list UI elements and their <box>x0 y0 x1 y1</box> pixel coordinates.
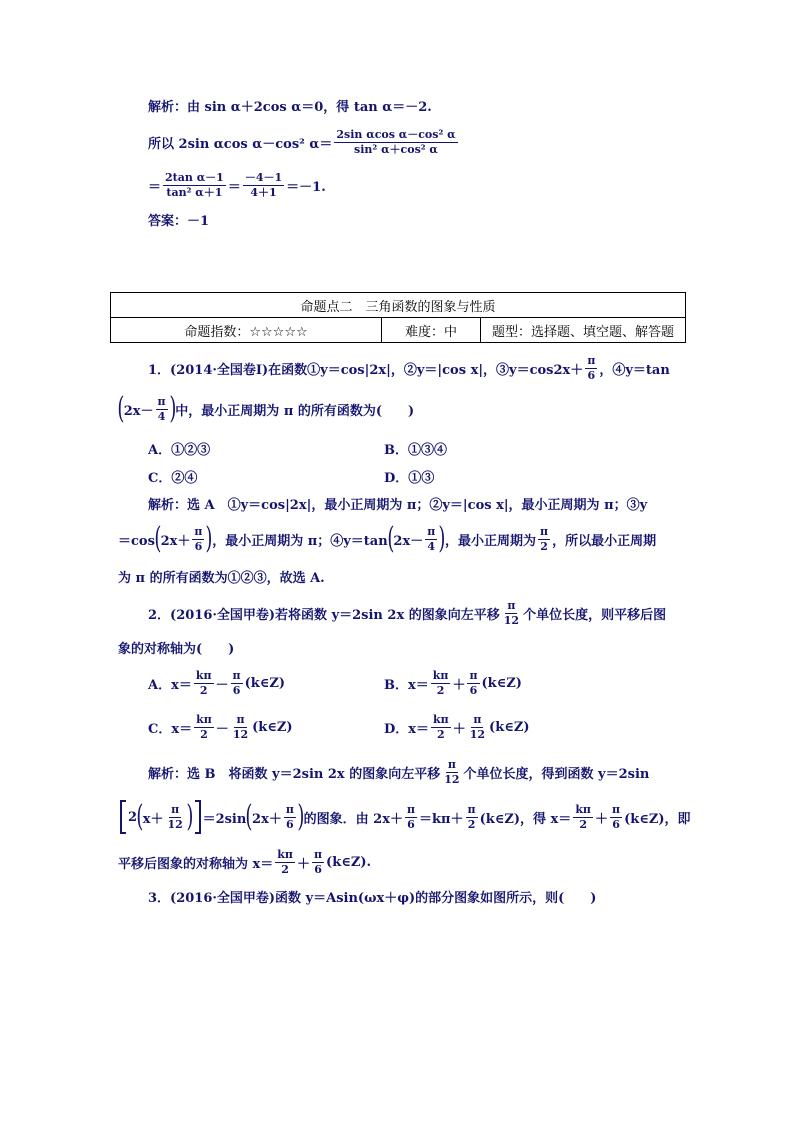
fraction-pi-over-12 <box>468 714 487 740</box>
fraction-denominator: 12 <box>167 817 183 831</box>
q1-stem-b: ，④y＝tan <box>599 362 670 378</box>
q1-solution-cos: ＝cos <box>118 533 155 549</box>
right-bracket <box>195 800 201 834</box>
fraction-denominator: 12 <box>444 772 460 786</box>
plus-sign: ＋ <box>595 811 609 827</box>
fraction-pi-over-2 <box>538 526 550 552</box>
equals-sign: ＝ <box>148 179 162 195</box>
fraction-denominator: 2 <box>200 727 208 741</box>
q1-solution-line-2: ＝cos ( 2x＋ $\frac{\pi}{6}$ ) ，最小正周期为 π；④y＝tan ( 2x－ $\frac{\pi}{4}$ ) ，最小正周期为 $\frac{\pi}{2}$ ，所以最小正周期 <box>118 521 657 556</box>
fraction-kpi-over-2 <box>431 670 451 696</box>
fraction-numerator: π <box>406 802 416 816</box>
fraction-expression <box>334 129 457 155</box>
fraction-pi-over-6 <box>284 804 296 830</box>
proposition-index: 命题指数：☆☆☆☆☆ <box>111 318 382 343</box>
k-in-z: (k∈Z) <box>244 675 286 691</box>
q2-solution-two: 2 <box>128 809 138 825</box>
fraction-denominator: 2 <box>467 817 476 831</box>
fraction-numerator: kπ <box>575 802 591 816</box>
fraction-denominator: 6 <box>232 683 241 697</box>
solution-line-2 <box>148 122 460 162</box>
q1-stem-line-2: ( 2x－ $\frac{\pi}{4}$ ) 中，最小正周期为 π 的所有函数为( ) <box>117 391 415 426</box>
fraction-denominator: 2 <box>437 727 445 741</box>
fraction-denominator: tan² α＋1 <box>166 185 223 199</box>
fraction-denominator: sin² α＋cos² α <box>354 142 438 156</box>
fraction-kpi-over-2 <box>275 849 295 875</box>
q1-solution-period-text: ，最小正周期为 π；④y＝tan <box>212 533 388 549</box>
fraction-denominator: 6 <box>314 862 322 876</box>
fraction-pi-over-12 <box>231 714 250 740</box>
fraction-pi-over-6 <box>312 849 324 875</box>
fraction-numerator: π <box>232 668 241 682</box>
fraction-numerator: π <box>236 712 245 726</box>
fraction-numerator: π <box>171 802 180 816</box>
solution-line-2-prefix: 所以 2sin αcos α－cos² α＝ <box>148 136 333 152</box>
q2-solution-image-text: 的图象．由 2x＋ <box>303 811 403 827</box>
k-in-z: (k∈Z) <box>481 675 522 691</box>
fraction-numerator: π <box>313 847 323 861</box>
solution-line-1: 解析：由 sin α＋2cos α＝0，得 tan α＝－2. <box>148 100 432 115</box>
fraction-pi-over-6 <box>467 670 479 696</box>
q2-stem-a: 2．(2016·全国甲卷)若将函数 y＝2sin 2x 的图象向左平移 <box>148 607 500 623</box>
fraction-numerator: π <box>507 598 516 612</box>
fraction-pi-over-12 <box>442 759 461 785</box>
q2-option-b[interactable] <box>384 664 522 702</box>
q2-stem-b: 个单位长度，则平移后图 <box>523 607 667 623</box>
q2-solution-a: 解析：选 B 将函数 y＝2sin 2x 的图象向左平移 <box>148 766 441 782</box>
q1-stem-line-1 <box>148 350 670 386</box>
question-types: 题型：选择题、填空题、解答题 <box>481 318 686 343</box>
answer-line: 答案：－1 <box>148 214 210 229</box>
fraction-pi-over-2 <box>466 804 478 830</box>
q2-solution-line-1 <box>148 753 649 791</box>
q2-solution-eq-2sin: ＝2sin <box>202 811 247 827</box>
fraction-numerator: 2tan α－1 <box>165 170 224 184</box>
fraction-numerator: kπ <box>277 847 293 861</box>
plus-sign: ＋ <box>296 856 310 872</box>
q2-option-a[interactable] <box>148 664 285 702</box>
q1-option-c[interactable]: C．②④ <box>148 471 198 486</box>
q3-stem: 3．(2016·全国甲卷)函数 y＝Asin(ωx＋φ)的部分图象如图所示，则( ) <box>148 891 597 906</box>
fraction-denominator: 6 <box>407 817 415 831</box>
fraction-denominator: 2 <box>540 539 548 553</box>
fraction-denominator: 6 <box>194 539 203 553</box>
q2-option-d[interactable] <box>384 708 529 746</box>
fraction-kpi-over-2 <box>194 670 214 696</box>
q2-solution-line-2: 2 ( x＋ $\frac{\pi}{12}$ ) ＝2sin ( 2x＋ $\frac{\pi}{6}$ ) 的图象．由 2x＋ $\frac{\pi}{6}$ ＝kπ＋ $\frac{\pi}{2}$ (k∈Z)，得 x＝ $\frac{k\pi}{2}$ ＋ $\frac{\pi}{6}$ (k∈Z)，即 <box>118 797 691 837</box>
q2-solution-2x-plus: 2x＋ <box>252 811 282 827</box>
fraction-denominator: 2 <box>436 683 445 697</box>
q2-solution-axis-text: 平移后图象的对称轴为 x＝ <box>118 856 274 872</box>
fraction-denominator: 6 <box>286 817 294 831</box>
fraction-kpi-over-2 <box>431 714 451 740</box>
option-prefix: D．x＝ <box>384 721 430 737</box>
fraction-numerator: 2sin αcos α－cos² α <box>336 127 456 141</box>
fraction-kpi-over-2 <box>194 714 214 740</box>
fraction-numerator: kπ <box>432 668 449 682</box>
fraction-pi-over-4 <box>425 526 437 552</box>
section-header-table <box>110 292 686 343</box>
fraction-numerator: π <box>540 524 549 538</box>
q1-solution-inner-1: 2x＋ <box>160 533 191 549</box>
fraction-numerator: π <box>587 353 596 367</box>
fraction-numerator: －4－1 <box>244 170 283 184</box>
fraction-numerator: π <box>157 394 166 408</box>
fraction-denominator: 4 <box>427 539 436 553</box>
q1-inner-expression: 2x－ <box>123 403 154 419</box>
q2-solution-line-3 <box>118 843 371 881</box>
q1-solution-period-text-2: ，最小正周期为 <box>444 533 536 549</box>
fraction-pi-over-6 <box>610 804 622 830</box>
q1-stem-a: 1．(2014·全国卷Ⅰ)在函数①y＝cos|2x|，②y＝|cos x|，③y＝cos2x＋ <box>148 362 584 378</box>
q2-solution-b: 个单位长度，得到函数 y＝2sin <box>463 766 650 782</box>
fraction-pi-over-6 <box>192 526 204 552</box>
q2-stem-line-2: 象的对称轴为( ) <box>118 642 235 657</box>
fraction-denominator: 2 <box>199 683 208 697</box>
difficulty-label: 难度：中 <box>382 318 481 343</box>
fraction-numerator: π <box>285 802 294 816</box>
fraction-denominator: 6 <box>612 817 620 831</box>
fraction-kpi-over-2 <box>573 804 593 830</box>
q2-solution-eq-kpi: ＝kπ＋ <box>419 811 464 827</box>
fraction-denominator: 6 <box>469 683 478 697</box>
minus-sign: － <box>215 721 229 737</box>
fraction-denominator: 2 <box>579 817 587 831</box>
plus-sign: ＋ <box>452 677 466 693</box>
q2-solution-get-x: (k∈Z)，得 x＝ <box>479 811 572 827</box>
option-prefix: B．x＝ <box>384 677 429 693</box>
q2-option-c[interactable] <box>148 708 293 746</box>
equals-sign: ＝ <box>227 179 241 195</box>
fraction-numerator: kπ <box>195 668 212 682</box>
q1-solution-tail: ，所以最小正周期 <box>552 533 657 549</box>
q2-solution-x-plus: x＋ <box>142 811 164 827</box>
option-prefix: C．x＝ <box>148 721 193 737</box>
q1-stem-rest: 中，最小正周期为 π 的所有函数为( ) <box>175 403 415 419</box>
q1-solution-line-3: 为 π 的所有函数为①②③，故选 A. <box>118 571 325 586</box>
fraction-denominator: 12 <box>503 613 520 627</box>
q2-solution-end: (k∈Z). <box>326 854 371 870</box>
fraction-pi-over-12 <box>166 804 185 830</box>
q2-solution-tail: (k∈Z)，即 <box>624 811 691 827</box>
fraction-numerator: kπ <box>433 712 449 726</box>
fraction-denominator: 4 <box>157 409 166 423</box>
q1-solution-line-1: 解析：选 A ①y＝cos|2x|，最小正周期为 π；②y＝|cos x|，最小正周期为 π；③y <box>148 498 648 513</box>
fraction-denominator: 12 <box>232 727 249 741</box>
section-title: 命题点二 三角函数的图象与性质 <box>111 293 686 318</box>
plus-sign: ＋ <box>452 721 466 737</box>
fraction-numerator: kπ <box>196 712 212 726</box>
minus-sign: － <box>215 677 229 693</box>
fraction-denominator: 6 <box>587 368 596 382</box>
fraction-denominator: 12 <box>469 727 486 741</box>
fraction-pi-over-12 <box>502 600 521 626</box>
k-in-z: (k∈Z) <box>252 719 293 735</box>
solution-line-3 <box>148 165 326 205</box>
fraction-tan <box>163 172 226 198</box>
fraction-numerator: π <box>447 757 456 771</box>
fraction-denominator: 4＋1 <box>250 185 277 199</box>
k-in-z: (k∈Z) <box>489 719 530 735</box>
fraction-numerator: π <box>612 802 621 816</box>
fraction-numerator: π <box>473 712 482 726</box>
fraction-pi-over-6 <box>231 670 243 696</box>
q1-solution-inner-2: 2x－ <box>393 533 424 549</box>
fraction-pi-over-4 <box>156 396 168 422</box>
fraction-numerator: π <box>467 802 476 816</box>
fraction-pi-over-6 <box>405 804 417 830</box>
option-prefix: A．x＝ <box>148 677 192 693</box>
fraction-numerator: π <box>194 524 203 538</box>
q2-stem-line-1 <box>148 594 666 632</box>
fraction-numerator: π <box>427 524 436 538</box>
result: ＝－1. <box>286 179 326 195</box>
fraction-pi-over-6 <box>585 355 597 381</box>
q1-option-a[interactable]: A．①②③ <box>148 443 211 458</box>
q1-option-b[interactable]: B．①③④ <box>384 443 447 458</box>
q1-option-d[interactable]: D．①③ <box>384 471 435 486</box>
fraction-denominator: 2 <box>281 862 289 876</box>
fraction-numeric <box>243 172 284 198</box>
fraction-numerator: π <box>469 668 478 682</box>
left-bracket <box>120 800 126 834</box>
